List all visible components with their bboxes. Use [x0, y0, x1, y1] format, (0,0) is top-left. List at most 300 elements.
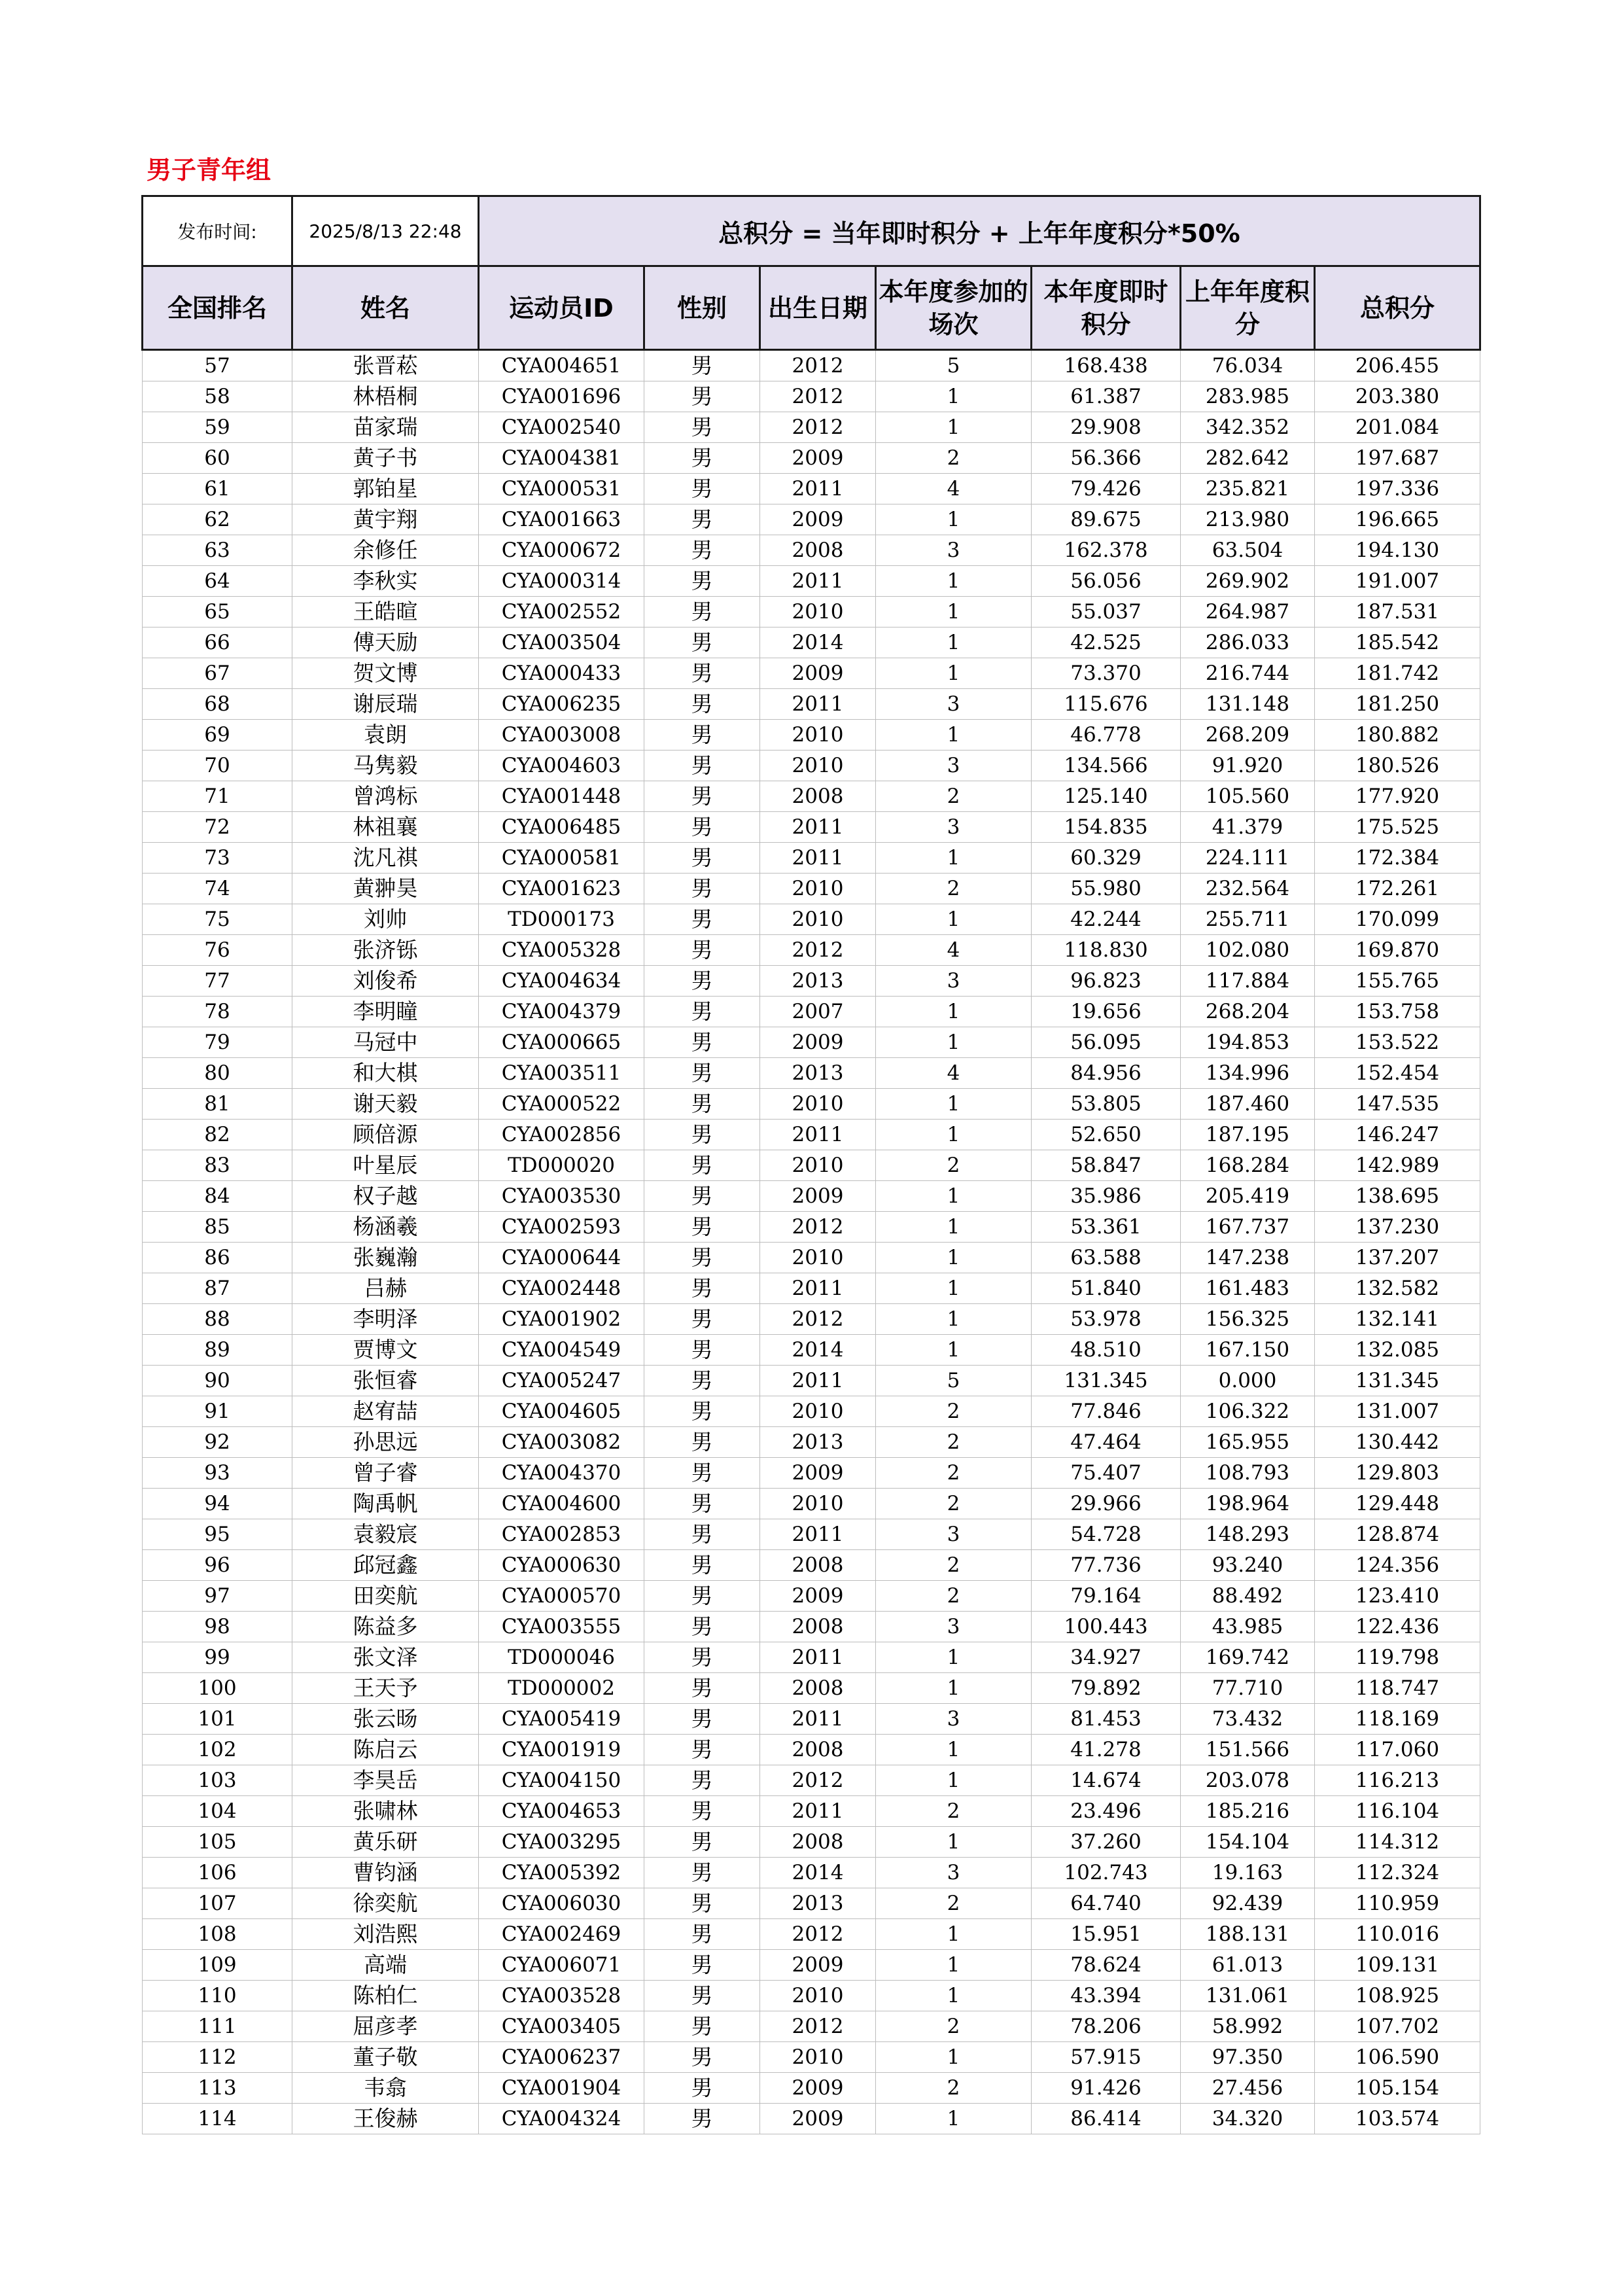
rank-cell: 60 [143, 443, 292, 474]
rank-cell: 103 [143, 1765, 292, 1796]
current-points-cell: 15.951 [1032, 1919, 1181, 1950]
last-year-points-cell: 213.980 [1181, 504, 1315, 535]
current-points-cell: 96.823 [1032, 966, 1181, 997]
current-points-cell: 89.675 [1032, 504, 1181, 535]
events-count-cell: 4 [876, 935, 1032, 966]
header-birth-date: 出生日期 [760, 266, 876, 350]
gender-cell: 男 [644, 1273, 760, 1304]
birth-year-cell: 2008 [760, 1612, 876, 1642]
rank-cell: 111 [143, 2011, 292, 2042]
current-points-cell: 47.464 [1032, 1427, 1181, 1458]
current-points-cell: 56.056 [1032, 566, 1181, 597]
athlete-id-cell: CYA001448 [479, 781, 644, 812]
name-cell: 王皓暄 [292, 597, 479, 627]
table-row [143, 2073, 1480, 2104]
athlete-id-cell: CYA004603 [479, 751, 644, 781]
current-points-cell: 79.892 [1032, 1673, 1181, 1704]
table-row [143, 1273, 1480, 1304]
total-points-cell: 146.247 [1315, 1120, 1480, 1150]
athlete-id-cell: CYA002552 [479, 597, 644, 627]
rank-cell: 73 [143, 843, 292, 874]
events-count-cell: 1 [876, 627, 1032, 658]
last-year-points-cell: 117.884 [1181, 966, 1315, 997]
table-row [143, 751, 1480, 781]
events-count-cell: 1 [876, 597, 1032, 627]
birth-year-cell: 2011 [760, 1796, 876, 1827]
last-year-points-cell: 198.964 [1181, 1489, 1315, 1519]
last-year-points-cell: 216.744 [1181, 658, 1315, 689]
current-points-cell: 77.736 [1032, 1550, 1181, 1581]
current-points-cell: 23.496 [1032, 1796, 1181, 1827]
table-row [143, 1058, 1480, 1089]
rank-cell: 92 [143, 1427, 292, 1458]
gender-cell: 男 [644, 566, 760, 597]
gender-cell: 男 [644, 843, 760, 874]
current-points-cell: 73.370 [1032, 658, 1181, 689]
total-points-cell: 132.582 [1315, 1273, 1480, 1304]
rank-cell: 94 [143, 1489, 292, 1519]
table-row [143, 1212, 1480, 1243]
total-points-cell: 124.356 [1315, 1550, 1480, 1581]
current-points-cell: 162.378 [1032, 535, 1181, 566]
name-cell: 贾博文 [292, 1335, 479, 1366]
gender-cell: 男 [644, 1673, 760, 1704]
table-row [143, 997, 1480, 1027]
total-points-cell: 110.016 [1315, 1919, 1480, 1950]
rank-cell: 84 [143, 1181, 292, 1212]
gender-cell: 男 [644, 781, 760, 812]
rank-cell: 100 [143, 1673, 292, 1704]
birth-year-cell: 2011 [760, 566, 876, 597]
name-cell: 黄宇翔 [292, 504, 479, 535]
events-count-cell: 3 [876, 1858, 1032, 1888]
athlete-id-cell: CYA004379 [479, 997, 644, 1027]
total-points-cell: 106.590 [1315, 2042, 1480, 2073]
total-points-cell: 109.131 [1315, 1950, 1480, 1981]
current-points-cell: 53.978 [1032, 1304, 1181, 1335]
total-points-cell: 118.747 [1315, 1673, 1480, 1704]
current-points-cell: 56.366 [1032, 443, 1181, 474]
gender-cell: 男 [644, 597, 760, 627]
rank-cell: 99 [143, 1642, 292, 1673]
gender-cell: 男 [644, 1704, 760, 1735]
current-points-cell: 78.206 [1032, 2011, 1181, 2042]
rank-cell: 110 [143, 1981, 292, 2011]
name-cell: 谢辰瑞 [292, 689, 479, 720]
athlete-id-cell: CYA004600 [479, 1489, 644, 1519]
athlete-id-cell: CYA004653 [479, 1796, 644, 1827]
gender-cell: 男 [644, 1796, 760, 1827]
total-points-cell: 118.169 [1315, 1704, 1480, 1735]
table-row [143, 1489, 1480, 1519]
rank-cell: 80 [143, 1058, 292, 1089]
rank-cell: 70 [143, 751, 292, 781]
header-current-points: 本年度即时积分 [1032, 266, 1181, 350]
table-row [143, 474, 1480, 504]
birth-year-cell: 2012 [760, 2011, 876, 2042]
table-row [143, 1335, 1480, 1366]
table-row [143, 874, 1480, 904]
publish-time-value: 2025/8/13 22:48 [292, 196, 479, 266]
birth-year-cell: 2012 [760, 412, 876, 443]
total-points-cell: 129.448 [1315, 1489, 1480, 1519]
total-points-cell: 206.455 [1315, 350, 1480, 381]
events-count-cell: 1 [876, 1335, 1032, 1366]
rank-cell: 109 [143, 1950, 292, 1981]
rank-cell: 79 [143, 1027, 292, 1058]
table-row [143, 1673, 1480, 1704]
table-row [143, 1027, 1480, 1058]
name-cell: 袁朗 [292, 720, 479, 751]
athlete-id-cell: CYA000672 [479, 535, 644, 566]
total-points-cell: 142.989 [1315, 1150, 1480, 1181]
gender-cell: 男 [644, 1120, 760, 1150]
total-points-cell: 147.535 [1315, 1089, 1480, 1120]
current-points-cell: 34.927 [1032, 1642, 1181, 1673]
gender-cell: 男 [644, 1981, 760, 2011]
total-points-cell: 181.742 [1315, 658, 1480, 689]
last-year-points-cell: 77.710 [1181, 1673, 1315, 1704]
last-year-points-cell: 269.902 [1181, 566, 1315, 597]
current-points-cell: 29.908 [1032, 412, 1181, 443]
total-points-cell: 172.384 [1315, 843, 1480, 874]
table-row [143, 1704, 1480, 1735]
rank-cell: 114 [143, 2104, 292, 2134]
name-cell: 傅天励 [292, 627, 479, 658]
name-cell: 张啸林 [292, 1796, 479, 1827]
birth-year-cell: 2008 [760, 1827, 876, 1858]
events-count-cell: 1 [876, 997, 1032, 1027]
total-points-cell: 114.312 [1315, 1827, 1480, 1858]
last-year-points-cell: 58.992 [1181, 2011, 1315, 2042]
gender-cell: 男 [644, 1735, 760, 1765]
name-cell: 马隽毅 [292, 751, 479, 781]
gender-cell: 男 [644, 1427, 760, 1458]
events-count-cell: 1 [876, 1304, 1032, 1335]
athlete-id-cell: CYA006030 [479, 1888, 644, 1919]
current-points-cell: 102.743 [1032, 1858, 1181, 1888]
gender-cell: 男 [644, 720, 760, 751]
last-year-points-cell: 76.034 [1181, 350, 1315, 381]
name-cell: 顾倍源 [292, 1120, 479, 1150]
gender-cell: 男 [644, 1489, 760, 1519]
gender-cell: 男 [644, 381, 760, 412]
last-year-points-cell: 232.564 [1181, 874, 1315, 904]
current-points-cell: 77.846 [1032, 1396, 1181, 1427]
name-cell: 权子越 [292, 1181, 479, 1212]
total-points-cell: 129.803 [1315, 1458, 1480, 1489]
rank-cell: 104 [143, 1796, 292, 1827]
last-year-points-cell: 102.080 [1181, 935, 1315, 966]
birth-year-cell: 2014 [760, 1858, 876, 1888]
birth-year-cell: 2009 [760, 443, 876, 474]
events-count-cell: 2 [876, 1396, 1032, 1427]
gender-cell: 男 [644, 935, 760, 966]
header-athlete-id: 运动员ID [479, 266, 644, 350]
athlete-id-cell: CYA000531 [479, 474, 644, 504]
athlete-id-cell: CYA004605 [479, 1396, 644, 1427]
name-cell: 李秋实 [292, 566, 479, 597]
athlete-id-cell: TD000046 [479, 1642, 644, 1673]
current-points-cell: 79.426 [1032, 474, 1181, 504]
rank-cell: 83 [143, 1150, 292, 1181]
last-year-points-cell: 97.350 [1181, 2042, 1315, 2073]
name-cell: 黄子书 [292, 443, 479, 474]
birth-year-cell: 2011 [760, 1519, 876, 1550]
last-year-points-cell: 286.033 [1181, 627, 1315, 658]
name-cell: 陈益多 [292, 1612, 479, 1642]
current-points-cell: 55.980 [1032, 874, 1181, 904]
last-year-points-cell: 185.216 [1181, 1796, 1315, 1827]
birth-year-cell: 2010 [760, 1396, 876, 1427]
rank-cell: 105 [143, 1827, 292, 1858]
table-row [143, 1765, 1480, 1796]
rank-cell: 66 [143, 627, 292, 658]
gender-cell: 男 [644, 1150, 760, 1181]
gender-cell: 男 [644, 2042, 760, 2073]
birth-year-cell: 2012 [760, 350, 876, 381]
events-count-cell: 5 [876, 1366, 1032, 1396]
header-rank: 全国排名 [143, 266, 292, 350]
rank-cell: 75 [143, 904, 292, 935]
total-points-cell: 169.870 [1315, 935, 1480, 966]
events-count-cell: 2 [876, 1550, 1032, 1581]
birth-year-cell: 2009 [760, 1458, 876, 1489]
last-year-points-cell: 27.456 [1181, 2073, 1315, 2104]
events-count-cell: 1 [876, 1765, 1032, 1796]
current-points-cell: 115.676 [1032, 689, 1181, 720]
events-count-cell: 1 [876, 1981, 1032, 2011]
publish-time-label: 发布时间: [143, 196, 292, 266]
last-year-points-cell: 106.322 [1181, 1396, 1315, 1427]
birth-year-cell: 2011 [760, 1273, 876, 1304]
name-cell: 陈柏仁 [292, 1981, 479, 2011]
events-count-cell: 2 [876, 1581, 1032, 1612]
rank-cell: 101 [143, 1704, 292, 1735]
events-count-cell: 1 [876, 1827, 1032, 1858]
athlete-id-cell: CYA002540 [479, 412, 644, 443]
events-count-cell: 2 [876, 874, 1032, 904]
athlete-id-cell: TD000002 [479, 1673, 644, 1704]
athlete-id-cell: CYA002469 [479, 1919, 644, 1950]
gender-cell: 男 [644, 1950, 760, 1981]
birth-year-cell: 2008 [760, 781, 876, 812]
name-cell: 马冠中 [292, 1027, 479, 1058]
table-row [143, 1519, 1480, 1550]
athlete-id-cell: CYA000665 [479, 1027, 644, 1058]
rank-cell: 91 [143, 1396, 292, 1427]
current-points-cell: 35.986 [1032, 1181, 1181, 1212]
current-points-cell: 61.387 [1032, 381, 1181, 412]
table-row [143, 1396, 1480, 1427]
athlete-id-cell: CYA001904 [479, 2073, 644, 2104]
events-count-cell: 1 [876, 1735, 1032, 1765]
header-row [143, 266, 1480, 350]
birth-year-cell: 2010 [760, 597, 876, 627]
athlete-id-cell: CYA004324 [479, 2104, 644, 2134]
gender-cell: 男 [644, 2073, 760, 2104]
total-points-cell: 117.060 [1315, 1735, 1480, 1765]
total-points-cell: 116.104 [1315, 1796, 1480, 1827]
rank-cell: 96 [143, 1550, 292, 1581]
header-total-points: 总积分 [1315, 266, 1480, 350]
athlete-id-cell: CYA002593 [479, 1212, 644, 1243]
rank-cell: 108 [143, 1919, 292, 1950]
name-cell: 吕赫 [292, 1273, 479, 1304]
birth-year-cell: 2010 [760, 2042, 876, 2073]
athlete-id-cell: CYA001902 [479, 1304, 644, 1335]
birth-year-cell: 2010 [760, 1150, 876, 1181]
birth-year-cell: 2010 [760, 874, 876, 904]
rank-cell: 59 [143, 412, 292, 443]
total-points-cell: 194.130 [1315, 535, 1480, 566]
name-cell: 张济铄 [292, 935, 479, 966]
last-year-points-cell: 282.642 [1181, 443, 1315, 474]
gender-cell: 男 [644, 1612, 760, 1642]
table-row [143, 1181, 1480, 1212]
table-row [143, 1888, 1480, 1919]
rank-cell: 86 [143, 1243, 292, 1273]
events-count-cell: 1 [876, 1089, 1032, 1120]
events-count-cell: 1 [876, 1950, 1032, 1981]
events-count-cell: 3 [876, 1519, 1032, 1550]
gender-cell: 男 [644, 1304, 760, 1335]
birth-year-cell: 2011 [760, 689, 876, 720]
birth-year-cell: 2008 [760, 1735, 876, 1765]
name-cell: 陈启云 [292, 1735, 479, 1765]
events-count-cell: 1 [876, 412, 1032, 443]
name-cell: 谢天毅 [292, 1089, 479, 1120]
last-year-points-cell: 224.111 [1181, 843, 1315, 874]
events-count-cell: 2 [876, 2011, 1032, 2042]
athlete-id-cell: CYA000581 [479, 843, 644, 874]
athlete-id-cell: CYA003008 [479, 720, 644, 751]
name-cell: 邱冠鑫 [292, 1550, 479, 1581]
total-points-cell: 152.454 [1315, 1058, 1480, 1089]
name-cell: 屈彦孝 [292, 2011, 479, 2042]
athlete-id-cell: CYA005392 [479, 1858, 644, 1888]
current-points-cell: 81.453 [1032, 1704, 1181, 1735]
name-cell: 孙思远 [292, 1427, 479, 1458]
last-year-points-cell: 283.985 [1181, 381, 1315, 412]
events-count-cell: 2 [876, 1458, 1032, 1489]
gender-cell: 男 [644, 474, 760, 504]
athlete-id-cell: CYA000433 [479, 658, 644, 689]
birth-year-cell: 2010 [760, 1981, 876, 2011]
events-count-cell: 2 [876, 1888, 1032, 1919]
last-year-points-cell: 167.150 [1181, 1335, 1315, 1366]
header-last-year-points: 上年年度积分 [1181, 266, 1315, 350]
name-cell: 李明泽 [292, 1304, 479, 1335]
total-points-cell: 112.324 [1315, 1858, 1480, 1888]
gender-cell: 男 [644, 1366, 760, 1396]
athlete-id-cell: CYA006071 [479, 1950, 644, 1981]
birth-year-cell: 2009 [760, 1950, 876, 1981]
last-year-points-cell: 41.379 [1181, 812, 1315, 843]
gender-cell: 男 [644, 966, 760, 997]
total-points-cell: 105.154 [1315, 2073, 1480, 2104]
last-year-points-cell: 134.996 [1181, 1058, 1315, 1089]
name-cell: 董子敬 [292, 2042, 479, 2073]
last-year-points-cell: 73.432 [1181, 1704, 1315, 1735]
birth-year-cell: 2013 [760, 1888, 876, 1919]
current-points-cell: 19.656 [1032, 997, 1181, 1027]
birth-year-cell: 2011 [760, 1704, 876, 1735]
events-count-cell: 1 [876, 1642, 1032, 1673]
birth-year-cell: 2009 [760, 1181, 876, 1212]
total-points-cell: 191.007 [1315, 566, 1480, 597]
rank-cell: 57 [143, 350, 292, 381]
events-count-cell: 3 [876, 812, 1032, 843]
name-cell: 贺文博 [292, 658, 479, 689]
rank-cell: 78 [143, 997, 292, 1027]
last-year-points-cell: 154.104 [1181, 1827, 1315, 1858]
total-points-cell: 203.380 [1315, 381, 1480, 412]
gender-cell: 男 [644, 1765, 760, 1796]
birth-year-cell: 2009 [760, 2073, 876, 2104]
events-count-cell: 1 [876, 504, 1032, 535]
table-row [143, 1427, 1480, 1458]
current-points-cell: 56.095 [1032, 1027, 1181, 1058]
athlete-id-cell: CYA006235 [479, 689, 644, 720]
header-events-count: 本年度参加的场次 [876, 266, 1032, 350]
rank-cell: 95 [143, 1519, 292, 1550]
athlete-id-cell: CYA002448 [479, 1273, 644, 1304]
name-cell: 王俊赫 [292, 2104, 479, 2134]
name-cell: 黄翀昊 [292, 874, 479, 904]
rank-cell: 62 [143, 504, 292, 535]
table-row [143, 1120, 1480, 1150]
current-points-cell: 78.624 [1032, 1950, 1181, 1981]
rank-cell: 63 [143, 535, 292, 566]
gender-cell: 男 [644, 751, 760, 781]
name-cell: 沈凡祺 [292, 843, 479, 874]
events-count-cell: 1 [876, 1027, 1032, 1058]
birth-year-cell: 2011 [760, 1366, 876, 1396]
rank-cell: 93 [143, 1458, 292, 1489]
events-count-cell: 1 [876, 1273, 1032, 1304]
rank-cell: 77 [143, 966, 292, 997]
athlete-id-cell: CYA003295 [479, 1827, 644, 1858]
birth-year-cell: 2013 [760, 1058, 876, 1089]
events-count-cell: 1 [876, 1120, 1032, 1150]
events-count-cell: 1 [876, 2104, 1032, 2134]
last-year-points-cell: 168.284 [1181, 1150, 1315, 1181]
name-cell: 张文泽 [292, 1642, 479, 1673]
name-cell: 徐奕航 [292, 1888, 479, 1919]
rank-cell: 69 [143, 720, 292, 751]
events-count-cell: 2 [876, 2073, 1032, 2104]
name-cell: 杨涵羲 [292, 1212, 479, 1243]
total-points-cell: 116.213 [1315, 1765, 1480, 1796]
current-points-cell: 43.394 [1032, 1981, 1181, 2011]
athlete-id-cell: CYA003405 [479, 2011, 644, 2042]
gender-cell: 男 [644, 1335, 760, 1366]
current-points-cell: 48.510 [1032, 1335, 1181, 1366]
table-row [143, 1796, 1480, 1827]
current-points-cell: 46.778 [1032, 720, 1181, 751]
events-count-cell: 4 [876, 474, 1032, 504]
events-count-cell: 4 [876, 1058, 1032, 1089]
table-row [143, 1858, 1480, 1888]
total-points-cell: 107.702 [1315, 2011, 1480, 2042]
athlete-id-cell: CYA004370 [479, 1458, 644, 1489]
rank-cell: 74 [143, 874, 292, 904]
rank-cell: 97 [143, 1581, 292, 1612]
gender-cell: 男 [644, 350, 760, 381]
table-row [143, 1919, 1480, 1950]
current-points-cell: 37.260 [1032, 1827, 1181, 1858]
